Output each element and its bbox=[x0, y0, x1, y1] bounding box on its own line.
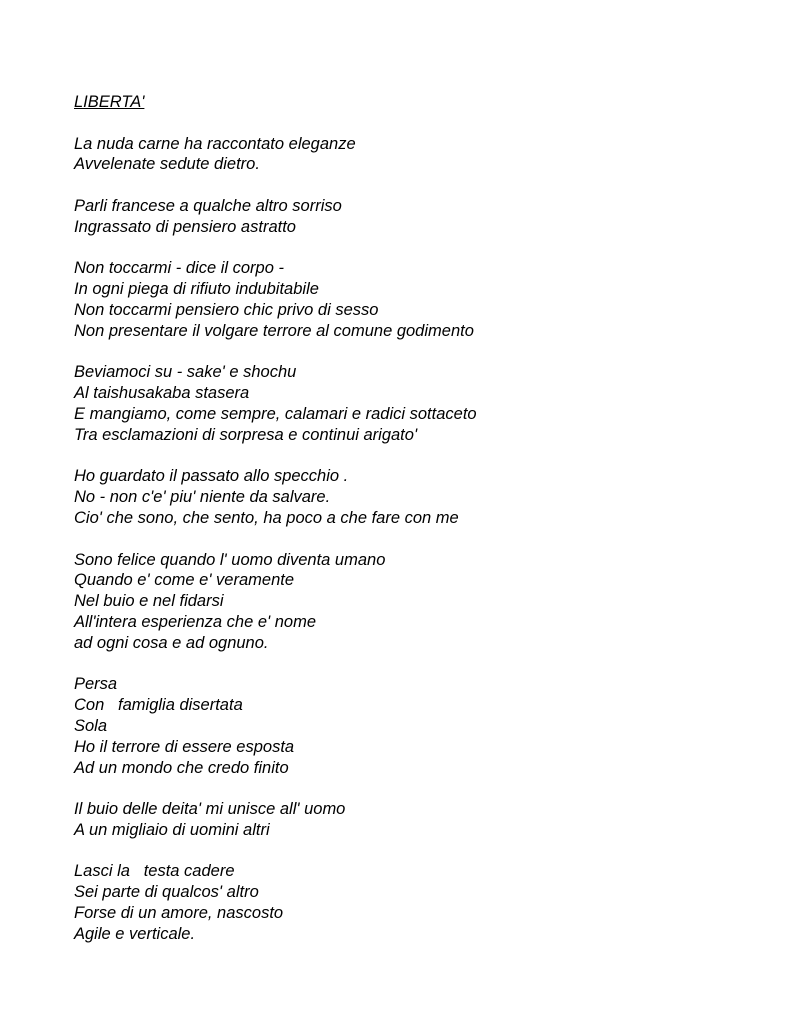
poem-line: Non presentare il volgare terrore al comune godimento bbox=[74, 321, 474, 340]
poem-line: Ingrassato di pensiero astratto bbox=[74, 217, 296, 236]
poem-line: Beviamoci su - sake' e shochu bbox=[74, 363, 297, 382]
stanza bbox=[74, 550, 754, 654]
poem-body bbox=[74, 134, 754, 945]
poem-line: Non toccarmi pensiero chic privo di sesso bbox=[74, 300, 379, 319]
stanza bbox=[74, 362, 754, 445]
poem-line: Parli francese a qualche altro sorriso bbox=[74, 196, 342, 215]
poem-line: No - non c'e' piu' niente da salvare. bbox=[74, 488, 331, 507]
poem-line: Persa bbox=[74, 675, 118, 694]
poem-line: A un migliaio di uomini altri bbox=[74, 820, 270, 839]
stanza bbox=[74, 258, 754, 341]
poem-line: Sono felice quando l' uomo diventa umano bbox=[74, 550, 386, 569]
poem-line: In ogni piega di rifiuto indubitabile bbox=[74, 280, 319, 299]
poem-line: All'intera esperienza che e' nome bbox=[74, 612, 317, 631]
poem-line: Il buio delle deita' mi unisce all' uomo bbox=[74, 800, 346, 819]
poem bbox=[74, 92, 754, 965]
stanza bbox=[74, 861, 754, 944]
poem-line: Tra esclamazioni di sorpresa e continui arigato' bbox=[74, 425, 418, 444]
poem-line: Ad un mondo che credo finito bbox=[74, 758, 289, 777]
poem-line: Sola bbox=[74, 716, 108, 735]
stanza bbox=[74, 196, 754, 238]
poem-line: Avvelenate sedute dietro. bbox=[74, 155, 260, 174]
poem-line: Forse di un amore, nascosto bbox=[74, 904, 284, 923]
poem-line: La nuda carne ha raccontato eleganze bbox=[74, 134, 356, 153]
poem-line: E mangiamo, come sempre, calamari e radici sottaceto bbox=[74, 404, 477, 423]
stanza bbox=[74, 799, 754, 841]
poem-line: Cio' che sono, che sento, ha poco a che fare con me bbox=[74, 508, 459, 527]
poem-line: Ho il terrore di essere esposta bbox=[74, 737, 295, 756]
stanza bbox=[74, 134, 754, 176]
poem-line: Quando e' come e' veramente bbox=[74, 571, 295, 590]
stanza bbox=[74, 674, 754, 778]
poem-title: LIBERTA' bbox=[74, 93, 145, 111]
poem-line: Ho guardato il passato allo specchio . bbox=[74, 467, 349, 486]
poem-line: Con famiglia disertata bbox=[74, 696, 243, 715]
poem-line: Nel buio e nel fidarsi bbox=[74, 592, 224, 611]
stanza bbox=[74, 466, 754, 528]
poem-line: Lasci la testa cadere bbox=[74, 862, 235, 881]
poem-line: Al taishusakaba stasera bbox=[74, 384, 250, 403]
poem-line: Agile e verticale. bbox=[74, 924, 196, 943]
poem-line: ad ogni cosa e ad ognuno. bbox=[74, 633, 269, 652]
poem-line: Sei parte di qualcos' altro bbox=[74, 883, 259, 902]
poem-line: Non toccarmi - dice il corpo - bbox=[74, 259, 284, 278]
